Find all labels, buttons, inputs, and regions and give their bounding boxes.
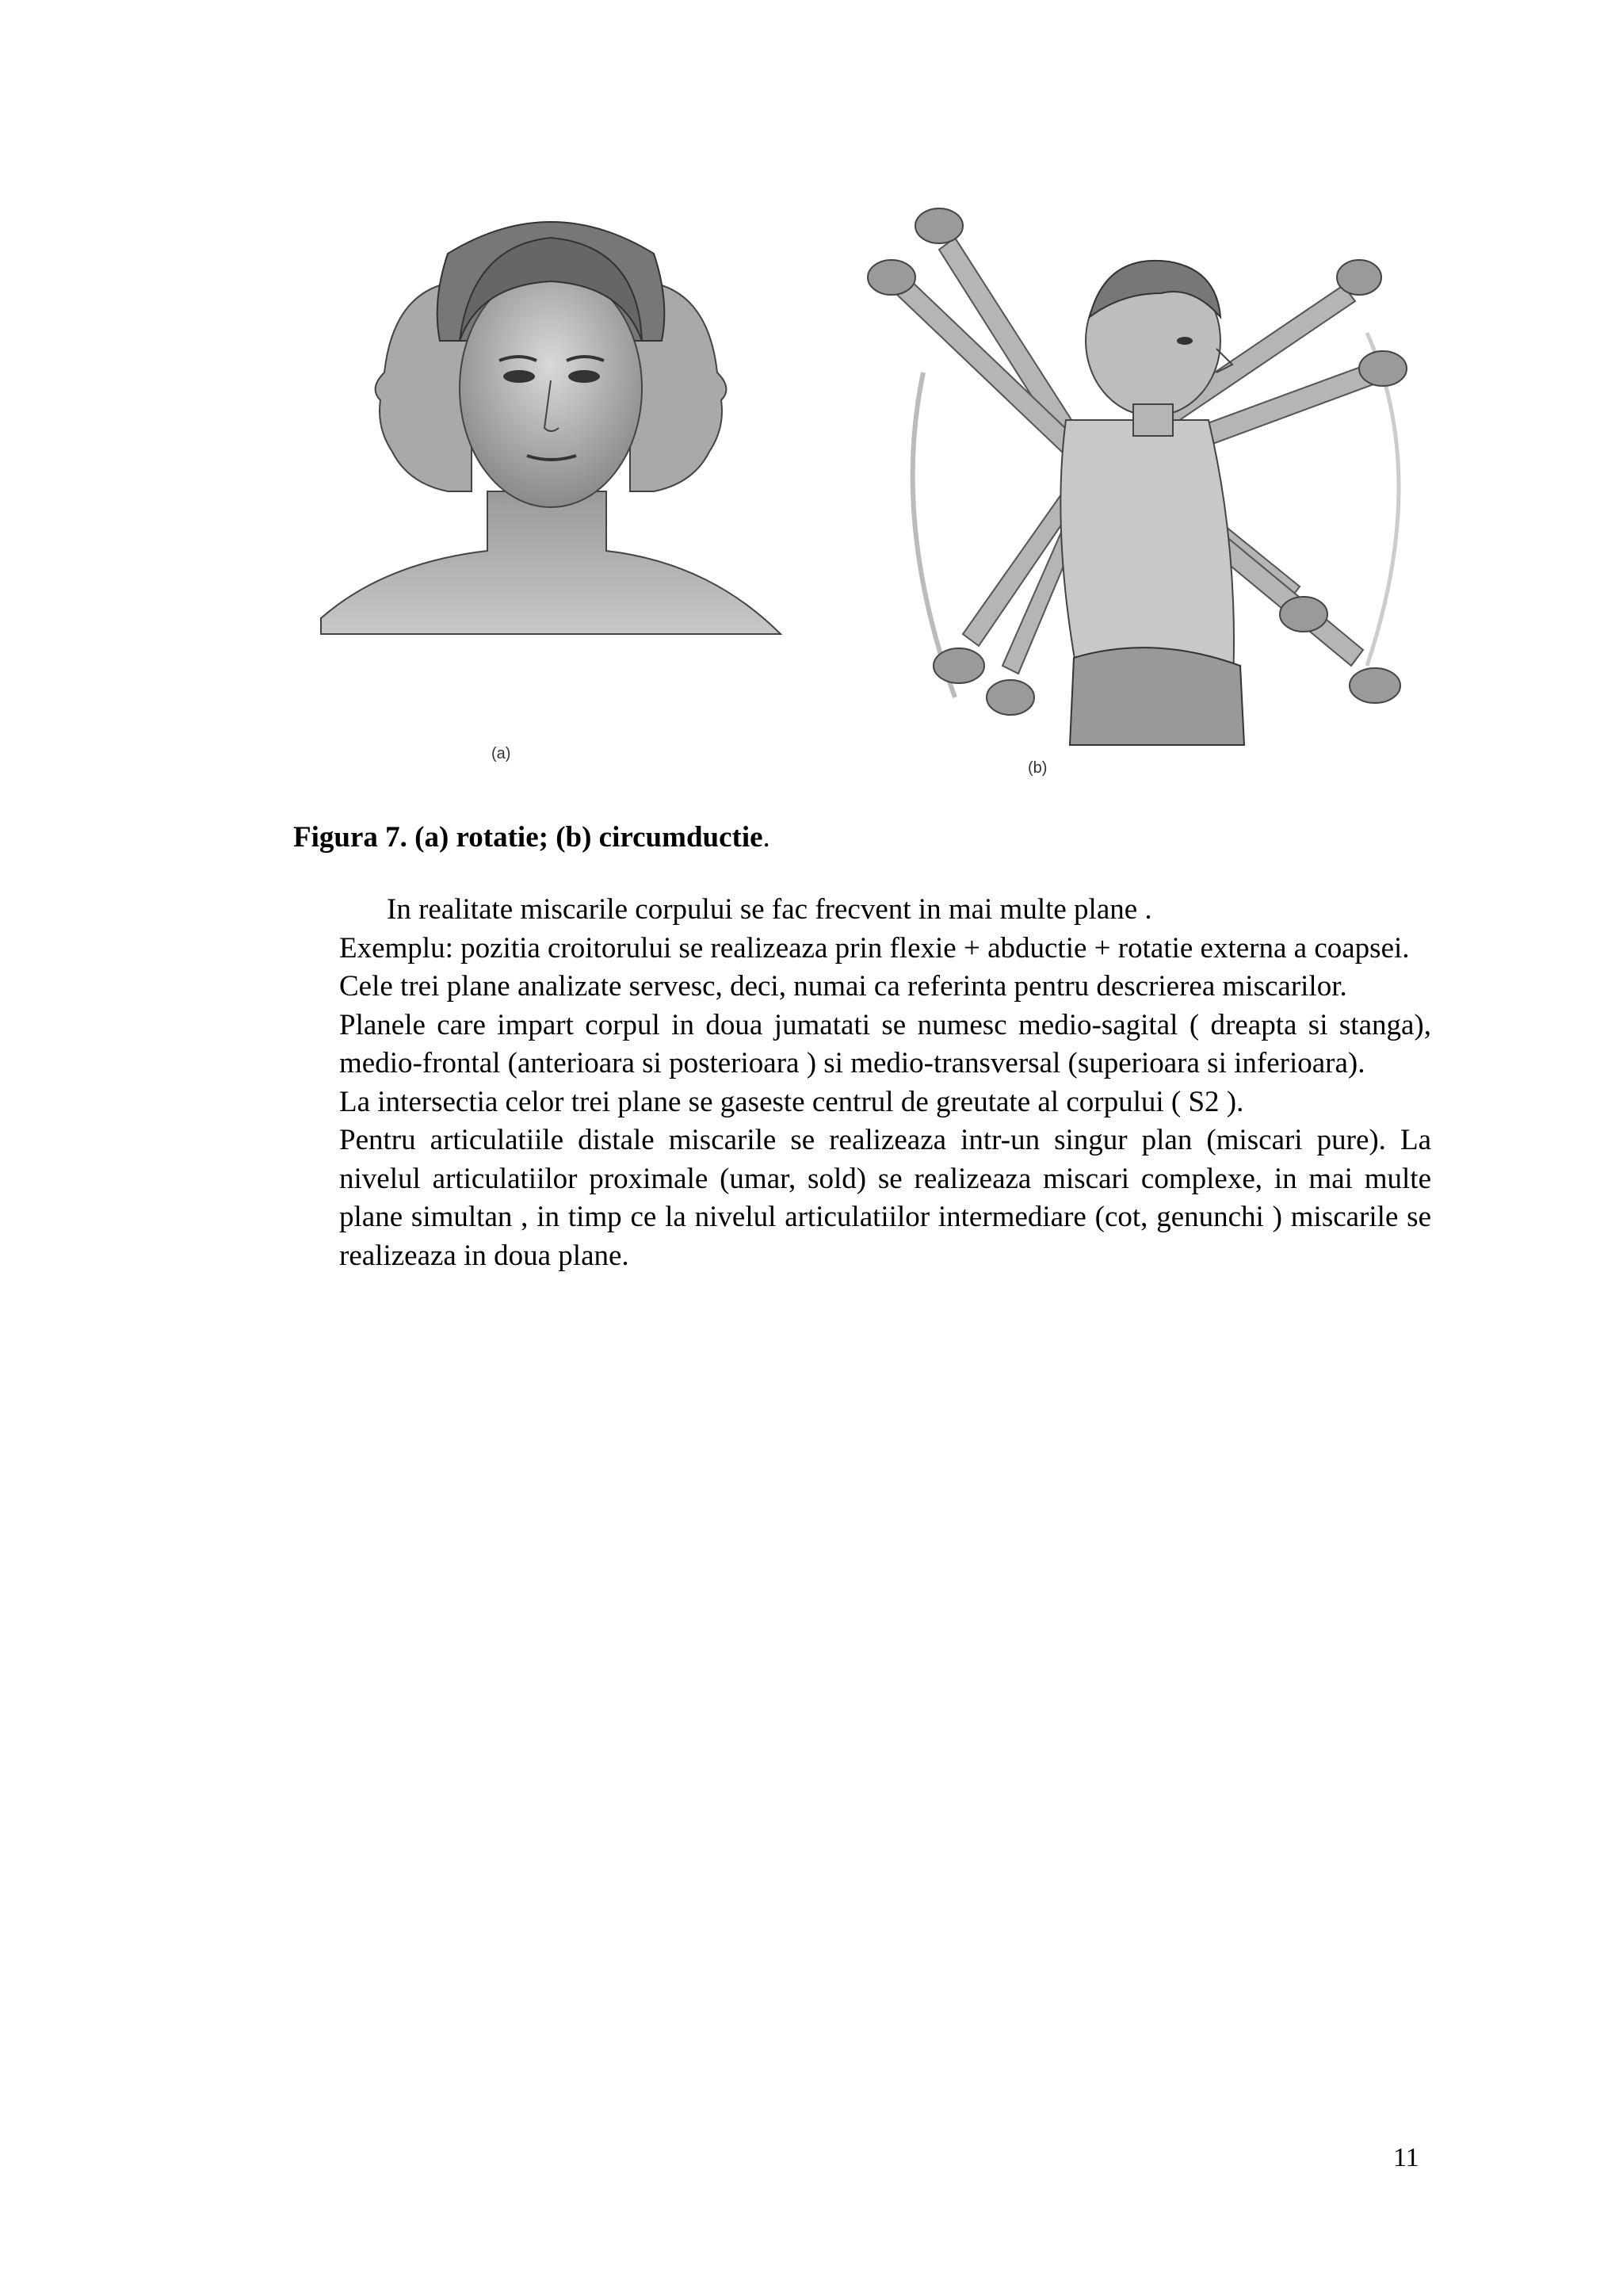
paragraph: Planele care impart corpul in doua jumatati se numesc medio-sagital ( dreapta si stanga), medio-frontal (anterioara si posterioara ) si medio-transversal (superioara si inferioara). (339, 1008, 1431, 1079)
figure-7 (289, 190, 1430, 793)
paragraph: In realitate miscarile corpului se fac frecvent in mai multe plane . (387, 893, 1152, 926)
figure-panel-rotation (289, 190, 844, 793)
paragraph: Pentru articulatiile distale miscarile se realizeaza intr-un singur plan (miscari pure). La nivelul articulatiilor proximale (umar, sold) se realizeaza miscari complexe, in mai multe plane simultan , in timp ce la nivelul articulatiilor intermediare (cot, genunchi ) miscarile se realizeaza in doua plane. (339, 1124, 1431, 1272)
paragraph: La intersectia celor trei plane se gaseste centrul de greutate al corpului ( S2 ). (339, 1085, 1244, 1118)
figure-caption-end: . (762, 821, 770, 854)
circumduction-illustration (860, 190, 1430, 793)
paragraph: Cele trei plane analizate servesc, deci, numai ca referinta pentru descrierea miscarilor. (339, 970, 1347, 1003)
page-number: 11 (1393, 2143, 1419, 2172)
figure-panel-circumduction (860, 190, 1430, 793)
panel-a-label: (a) (491, 745, 511, 762)
rotation-illustration (289, 190, 844, 793)
figure-caption-bold: Figura 7. (a) rotatie; (b) circumductie (293, 821, 763, 854)
panel-b-label: (b) (1028, 759, 1048, 777)
body-text (339, 891, 1431, 1275)
paragraph: Exemplu: pozitia croitorului se realizeaza prin flexie + abductie + rotatie externa a coapsei. (339, 931, 1410, 965)
figure-caption (293, 820, 770, 854)
